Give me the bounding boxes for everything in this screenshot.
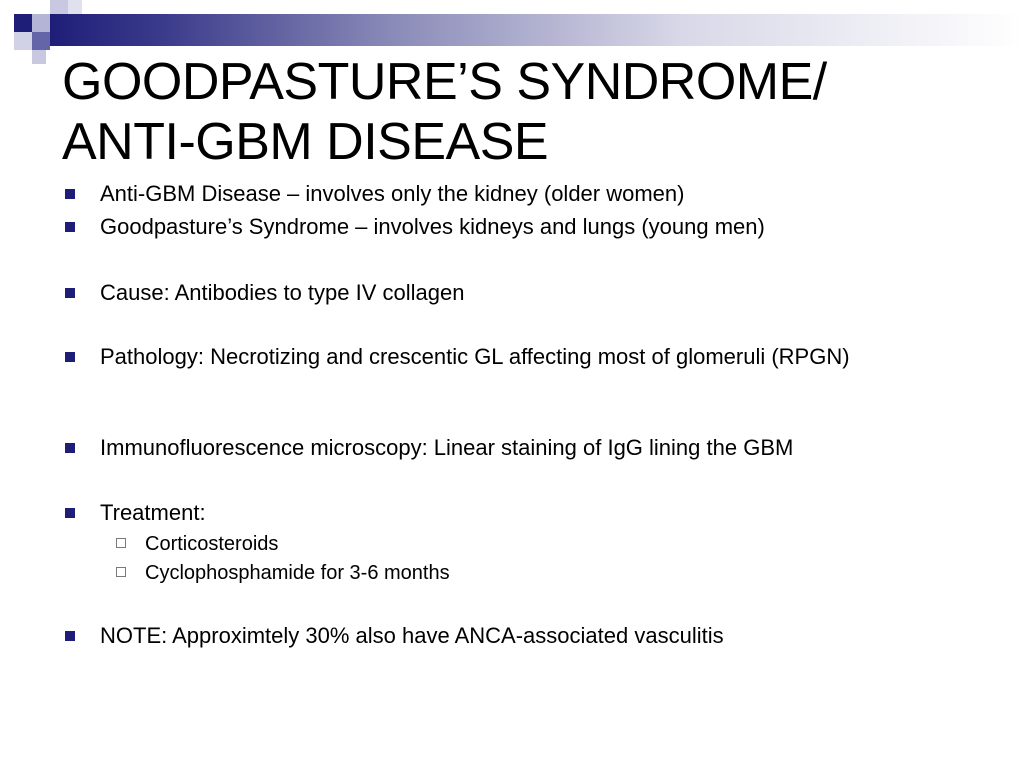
hollow-square-bullet-icon <box>116 538 126 548</box>
list-item-text: Cause: Antibodies to type IV collagen <box>100 280 465 305</box>
square-bullet-icon <box>65 288 75 298</box>
list-item <box>100 345 980 369</box>
list-item-text: Treatment: <box>100 500 206 525</box>
slide-title-line-1: GOODPASTURE’S SYNDROME/ <box>62 53 827 111</box>
list-item <box>100 501 980 525</box>
list-item-text: Goodpasture’s Syndrome – involves kidneys and lungs (young men) <box>100 214 765 239</box>
square-bullet-icon <box>65 352 75 362</box>
list-item <box>100 281 980 305</box>
sub-list-item <box>145 533 945 555</box>
list-item-text: Immunofluorescence microscopy: Linear staining of IgG lining the GBM <box>100 435 794 460</box>
list-item-text: Pathology: Necrotizing and crescentic GL affecting most of glomeruli (RPGN) <box>100 344 850 369</box>
sub-list-item-text: Cyclophosphamide for 3-6 months <box>145 562 450 584</box>
square-bullet-icon <box>65 631 75 641</box>
slide-title-line-2: ANTI-GBM DISEASE <box>62 113 549 171</box>
list-item-text: NOTE: Approximtely 30% also have ANCA-associated vasculitis <box>100 623 724 648</box>
list-item <box>100 182 980 206</box>
sub-list-item-text: Corticosteroids <box>145 533 279 555</box>
list-item-text: Anti-GBM Disease – involves only the kidney (older women) <box>100 181 685 206</box>
list-item <box>100 436 980 460</box>
square-bullet-icon <box>65 508 75 518</box>
square-bullet-icon <box>65 443 75 453</box>
square-bullet-icon <box>65 222 75 232</box>
hollow-square-bullet-icon <box>116 567 126 577</box>
sub-list-item <box>145 562 945 584</box>
list-item <box>100 215 980 239</box>
square-bullet-icon <box>65 189 75 199</box>
list-item <box>100 624 980 648</box>
